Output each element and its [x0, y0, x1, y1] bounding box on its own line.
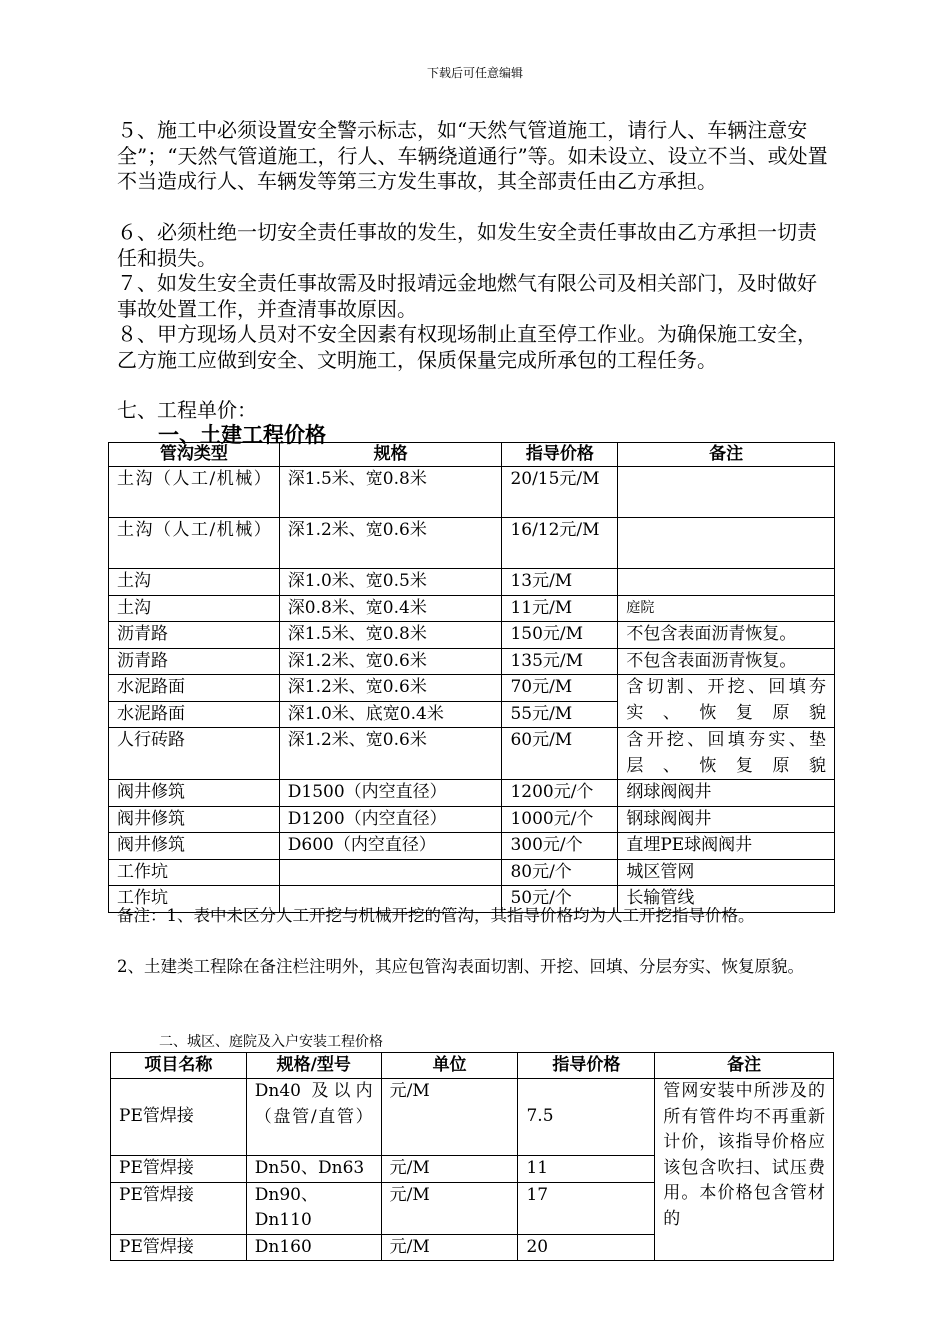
- table-row: [109, 595, 835, 622]
- cell-price: 17: [518, 1182, 655, 1234]
- cell-price: 135元/M: [502, 648, 618, 675]
- cell-spec: 深0.8米、宽0.4米: [279, 595, 502, 622]
- cell-price: 11: [518, 1156, 655, 1183]
- cell-remark: 城区管网: [618, 859, 835, 886]
- table-row: [109, 728, 835, 780]
- cell-type: 工作坑: [109, 886, 280, 913]
- cell-type: 土沟（人工/机械）: [109, 518, 280, 569]
- cell-price: 1200元/个: [502, 780, 618, 807]
- cell-model: Dn90、Dn110: [246, 1182, 381, 1234]
- section-seven-heading: 七、工程单价：: [117, 398, 257, 422]
- header-remark: 备注: [618, 443, 835, 467]
- cell-unit: 元/M: [381, 1156, 518, 1183]
- cell-price: 16/12元/M: [502, 518, 618, 569]
- cell-type: 工作坑: [109, 859, 280, 886]
- table-row: [109, 569, 835, 596]
- cell-unit: 元/M: [381, 1182, 518, 1234]
- cell-remark: 管网安装中所涉及的所有管件均不再重新计价，该指导价格应该包含吹扫、试压费用。本价格包含管材的: [655, 1079, 834, 1261]
- cell-spec: 深1.0米、宽0.5米: [279, 569, 502, 596]
- table-row: [109, 833, 835, 860]
- table-row: [109, 648, 835, 675]
- cell-price: 150元/M: [502, 622, 618, 649]
- cell-remark: 含开挖、回填夯实、垫层、恢复原貌: [618, 728, 835, 780]
- table-row: [109, 806, 835, 833]
- cell-spec: 深1.5米、宽0.8米: [279, 622, 502, 649]
- cell-spec: 深1.5米、宽0.8米: [279, 467, 502, 518]
- table-row: [109, 780, 835, 807]
- cell-item: PE管焊接: [111, 1182, 247, 1234]
- cell-price: 300元/个: [502, 833, 618, 860]
- civil-price-table: [108, 442, 835, 913]
- cell-type: 人行砖路: [109, 728, 280, 780]
- cell-type: 水泥路面: [109, 675, 280, 702]
- cell-remark: 直埋PE球阀阀井: [618, 833, 835, 860]
- paragraph-6: ６、必须杜绝一切安全责任事故的发生，如发生安全责任事故由乙方承担一切责任和损失。: [117, 220, 817, 270]
- table-row: [111, 1079, 834, 1156]
- cell-price: 60元/M: [502, 728, 618, 780]
- cell-item: PE管焊接: [111, 1234, 247, 1261]
- cell-remark: [618, 467, 835, 518]
- cell-type: 水泥路面: [109, 701, 280, 728]
- cell-unit: 元/M: [381, 1234, 518, 1261]
- note-1: 备注：1、表中未区分人工开挖与机械开挖的管沟，其指导价格均为人工开挖指导价格。: [117, 906, 755, 925]
- section1-title: 一、土建工程价格: [158, 422, 326, 447]
- cell-remark: 不包含表面沥青恢复。: [618, 622, 835, 649]
- cell-type: 土沟（人工/机械）: [109, 467, 280, 518]
- cell-unit: 元/M: [381, 1079, 518, 1156]
- header-remark: 备注: [655, 1053, 834, 1079]
- cell-type: 土沟: [109, 595, 280, 622]
- cell-remark: 长输管线: [618, 886, 835, 913]
- cell-spec: D600（内空直径）: [279, 833, 502, 860]
- paragraph-8: ８、甲方现场人员对不安全因素有权现场制止直至停工作业。为确保施工安全，乙方施工应做到安全、文明施工，保质保量完成所承包的工程任务。: [117, 322, 817, 372]
- cell-spec: 深1.2米、宽0.6米: [279, 648, 502, 675]
- cell-price: 20/15元/M: [502, 467, 618, 518]
- cell-spec: 深1.2米、宽0.6米: [279, 728, 502, 780]
- cell-model: Dn50、Dn63: [246, 1156, 381, 1183]
- cell-price: 50元/个: [502, 886, 618, 913]
- header-item-name: 项目名称: [111, 1053, 247, 1079]
- cell-remark: [618, 518, 835, 569]
- table-row: [109, 859, 835, 886]
- section2-title: 二、城区、庭院及入户安装工程价格: [159, 1034, 383, 1050]
- cell-spec: 深1.2米、宽0.6米: [279, 518, 502, 569]
- note-2: 2、土建类工程除在备注栏注明外，其应包管沟表面切割、开挖、回填、分层夯实、恢复原貌。: [117, 957, 804, 976]
- install-price-table: [110, 1052, 834, 1261]
- table-row: [109, 467, 835, 518]
- cell-price: 13元/M: [502, 569, 618, 596]
- cell-remark: 不包含表面沥青恢复。: [618, 648, 835, 675]
- header-price: 指导价格: [502, 443, 618, 467]
- table-row: [109, 675, 835, 702]
- header-price: 指导价格: [518, 1053, 655, 1079]
- cell-type: 阀井修筑: [109, 806, 280, 833]
- cell-remark: 庭院: [618, 595, 835, 622]
- cell-price: 80元/个: [502, 859, 618, 886]
- header-spec: 规格: [279, 443, 502, 467]
- table-row: [109, 518, 835, 569]
- cell-price: 1000元/个: [502, 806, 618, 833]
- cell-type: 沥青路: [109, 622, 280, 649]
- cell-price: 55元/M: [502, 701, 618, 728]
- cell-type: 阀井修筑: [109, 780, 280, 807]
- header-unit: 单位: [381, 1053, 518, 1079]
- cell-remark: 纲球阀阀井: [618, 780, 835, 807]
- cell-model: Dn160: [246, 1234, 381, 1261]
- page-header: 下载后可任意编辑: [426, 66, 523, 80]
- cell-price: 11元/M: [502, 595, 618, 622]
- cell-remark: [618, 569, 835, 596]
- cell-type: 阀井修筑: [109, 833, 280, 860]
- cell-type: 沥青路: [109, 648, 280, 675]
- cell-type: 土沟: [109, 569, 280, 596]
- cell-price: 20: [518, 1234, 655, 1261]
- paragraph-5: ５、施工中必须设置安全警示标志，如“天然气管道施工，请行人、车辆注意安全”；“天然气管道施工，行人、车辆绕道通行”等。如未设立、设立不当、或处置不当造成行人、车辆发等第三方发生事故，其全部责任由乙方承担。: [117, 118, 828, 193]
- cell-spec: D1500（内空直径）: [279, 780, 502, 807]
- table-header-row: [111, 1053, 834, 1079]
- cell-price: 70元/M: [502, 675, 618, 702]
- cell-remark: 含切割、开挖、回填夯实、恢复原貌: [618, 675, 835, 728]
- cell-remark: 钢球阀阀井: [618, 806, 835, 833]
- cell-spec: [279, 859, 502, 886]
- cell-spec: D1200（内空直径）: [279, 806, 502, 833]
- table-header-row: [109, 443, 835, 467]
- cell-item: PE管焊接: [111, 1156, 247, 1183]
- cell-item: PE管焊接: [111, 1079, 247, 1156]
- header-model: 规格/型号: [246, 1053, 381, 1079]
- header-trench-type: 管沟类型: [109, 443, 280, 467]
- table-row: [109, 622, 835, 649]
- cell-price: 7.5: [518, 1079, 655, 1156]
- cell-model: Dn40 及以内（盘管/直管）: [246, 1079, 381, 1156]
- paragraph-7: ７、如发生安全责任事故需及时报靖远金地燃气有限公司及相关部门，及时做好事故处置工作，并查清事故原因。: [117, 271, 817, 321]
- cell-spec: 深1.0米、底宽0.4米: [279, 701, 502, 728]
- cell-spec: 深1.2米、宽0.6米: [279, 675, 502, 702]
